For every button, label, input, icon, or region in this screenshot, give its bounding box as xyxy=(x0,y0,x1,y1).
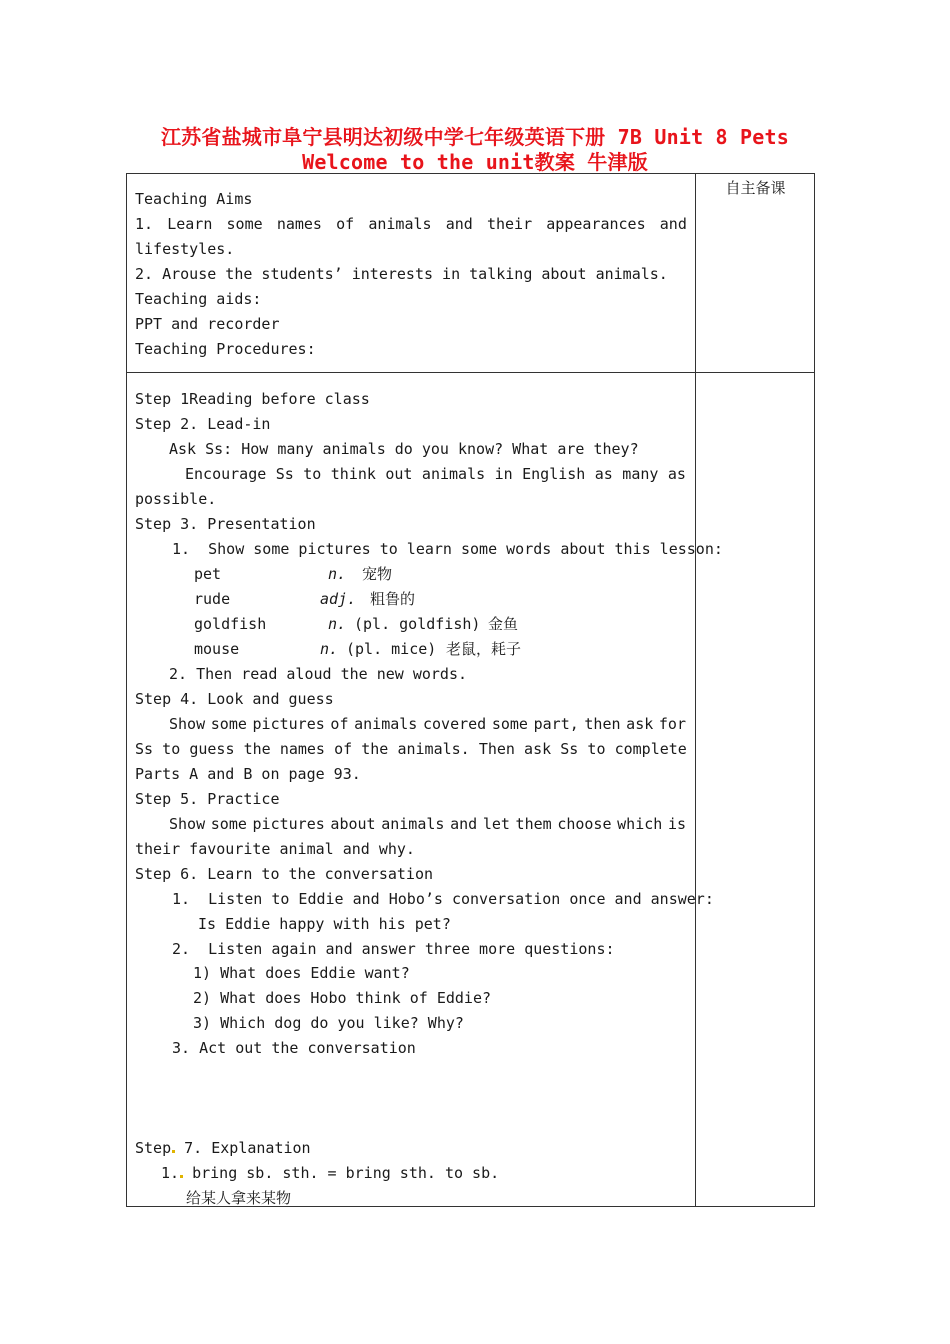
vocab-pos: n. xyxy=(328,565,347,583)
word: some xyxy=(491,715,528,733)
teaching-aim-2: 2. Arouse the students’ interests in talking about animals. xyxy=(135,265,668,283)
step-4-line-1 xyxy=(169,714,686,734)
step-7-item-1-text: bring sb. sth. = bring sth. to sb. xyxy=(183,1164,500,1182)
teaching-aim-1-end: lifestyles. xyxy=(135,240,235,258)
word: and xyxy=(659,215,687,233)
step-4-line-3: Parts A and B on page 93. xyxy=(135,765,361,783)
word: Show xyxy=(169,815,206,833)
word: think xyxy=(330,465,376,483)
word: guess xyxy=(189,740,235,758)
step-3: Step 3. Presentation xyxy=(135,515,316,533)
word: Ss xyxy=(560,740,579,758)
step-5-line-2: their favourite animal and why. xyxy=(135,840,415,858)
self-preparation-column-label: 自主备课 xyxy=(725,179,786,197)
word: to xyxy=(587,740,606,758)
word: Encourage xyxy=(185,465,267,483)
step-3-item-1: 1. Show some pictures to learn some words about this lesson: xyxy=(172,540,723,558)
vocab-definition: 粗鲁的 xyxy=(370,590,416,608)
word: them xyxy=(515,815,552,833)
word: Ss xyxy=(135,740,154,758)
vocab-word: mouse xyxy=(194,640,240,658)
word: out xyxy=(385,465,413,483)
row-divider xyxy=(126,372,815,373)
vocab-word: pet xyxy=(194,565,222,583)
word: covered xyxy=(422,715,487,733)
step-7-label: Step xyxy=(135,1139,172,1157)
word: Ss xyxy=(275,465,294,483)
word: some xyxy=(210,815,247,833)
word: names xyxy=(279,740,325,758)
word: let xyxy=(482,815,510,833)
step-7-item-1-chinese: 给某人拿来某物 xyxy=(186,1189,292,1207)
step-2: Step 2. Lead-in xyxy=(135,415,271,433)
teaching-aids-heading: Teaching aids: xyxy=(135,290,262,308)
vocab-pos: n. xyxy=(320,640,339,658)
word: animals xyxy=(421,465,486,483)
vocab-definition: 金鱼 xyxy=(488,615,519,633)
word: which xyxy=(617,815,663,833)
word: the xyxy=(361,740,389,758)
word: animals xyxy=(381,815,445,833)
word: animals. xyxy=(397,740,470,758)
word: their xyxy=(486,215,533,233)
word: many xyxy=(622,465,659,483)
word: pictures xyxy=(252,815,325,833)
teaching-procedures-heading: Teaching Procedures: xyxy=(135,340,316,358)
step-6-item-1: 1. Listen to Eddie and Hobo’s conversation once and answer: xyxy=(172,890,714,908)
word: animals xyxy=(368,215,432,233)
vocab-definition: 宠物 xyxy=(362,565,393,583)
word: of xyxy=(330,715,349,733)
step-6-question-3: 3) Which dog do you like? Why? xyxy=(193,1014,464,1032)
page-title-line-2: Welcome to the unit教案 牛津版 xyxy=(302,150,648,174)
step-7-title: 7. Explanation xyxy=(175,1139,311,1157)
word: about xyxy=(330,815,376,833)
word: 1. xyxy=(135,215,154,233)
step-6-item-2: 2. Listen again and answer three more questions: xyxy=(172,940,615,958)
vocab-plural: (pl. mice) xyxy=(346,640,437,658)
word: of xyxy=(334,740,353,758)
word: for xyxy=(658,715,686,733)
step-7 xyxy=(135,1138,311,1158)
step-6: Step 6. Learn to the conversation xyxy=(135,865,434,883)
step-6-question-2: 2) What does Hobo think of Eddie? xyxy=(193,989,492,1007)
step-2-ask: Ask Ss: How many animals do you know? What are they? xyxy=(169,440,639,458)
vocab-word: rude xyxy=(194,590,231,608)
step-5: Step 5. Practice xyxy=(135,790,280,808)
word: then xyxy=(584,715,621,733)
step-6-item-1-question: Is Eddie happy with his pet? xyxy=(198,915,451,933)
word: ask xyxy=(524,740,552,758)
step-4-line-2 xyxy=(135,739,687,759)
word: choose xyxy=(557,815,612,833)
teaching-aids: PPT and recorder xyxy=(135,315,280,333)
step-7-item-1-number: 1. xyxy=(161,1164,180,1182)
word: the xyxy=(243,740,271,758)
vocab-word: goldfish xyxy=(194,615,267,633)
word: names xyxy=(276,215,322,233)
step-2-encourage xyxy=(185,464,686,484)
step-6-question-1: 1) What does Eddie want? xyxy=(193,964,410,982)
word: ask xyxy=(626,715,654,733)
column-divider xyxy=(695,173,696,1207)
vocab-plural: (pl. goldfish) xyxy=(354,615,481,633)
word: to xyxy=(162,740,181,758)
word: to xyxy=(303,465,322,483)
step-4: Step 4. Look and guess xyxy=(135,690,334,708)
step-6-item-3: 3. Act out the conversation xyxy=(172,1039,416,1057)
word: pictures xyxy=(252,715,325,733)
word: some xyxy=(210,715,247,733)
word: and xyxy=(450,815,478,833)
vocab-pos: n. xyxy=(328,615,347,633)
word: in xyxy=(494,465,513,483)
word: some xyxy=(226,215,263,233)
vocab-definition: 老鼠，耗子 xyxy=(446,640,522,658)
word: as xyxy=(667,465,686,483)
word: complete xyxy=(614,740,687,758)
word: English xyxy=(522,465,586,483)
word: Learn xyxy=(167,215,213,233)
word: as xyxy=(594,465,613,483)
step-7-item-1 xyxy=(161,1163,499,1183)
word: and xyxy=(445,215,473,233)
teaching-aims-heading: Teaching Aims xyxy=(135,190,253,208)
vocab-pos: adj. xyxy=(320,590,357,608)
word: of xyxy=(336,215,355,233)
word: animals xyxy=(354,715,418,733)
word: is xyxy=(667,815,686,833)
teaching-aim-1 xyxy=(135,214,687,234)
page-title-line-1: 江苏省盐城市阜宁县明达初级中学七年级英语下册 7B Unit 8 Pets xyxy=(160,125,789,149)
step-1: Step 1Reading before class xyxy=(135,390,370,408)
step-5-line-1 xyxy=(169,814,686,834)
step-2-encourage-end: possible. xyxy=(135,490,217,508)
step-3-item-2: 2. Then read aloud the new words. xyxy=(169,665,468,683)
word: Then xyxy=(478,740,515,758)
word: appearances xyxy=(546,215,646,233)
word: part, xyxy=(533,715,579,733)
word: Show xyxy=(169,715,206,733)
